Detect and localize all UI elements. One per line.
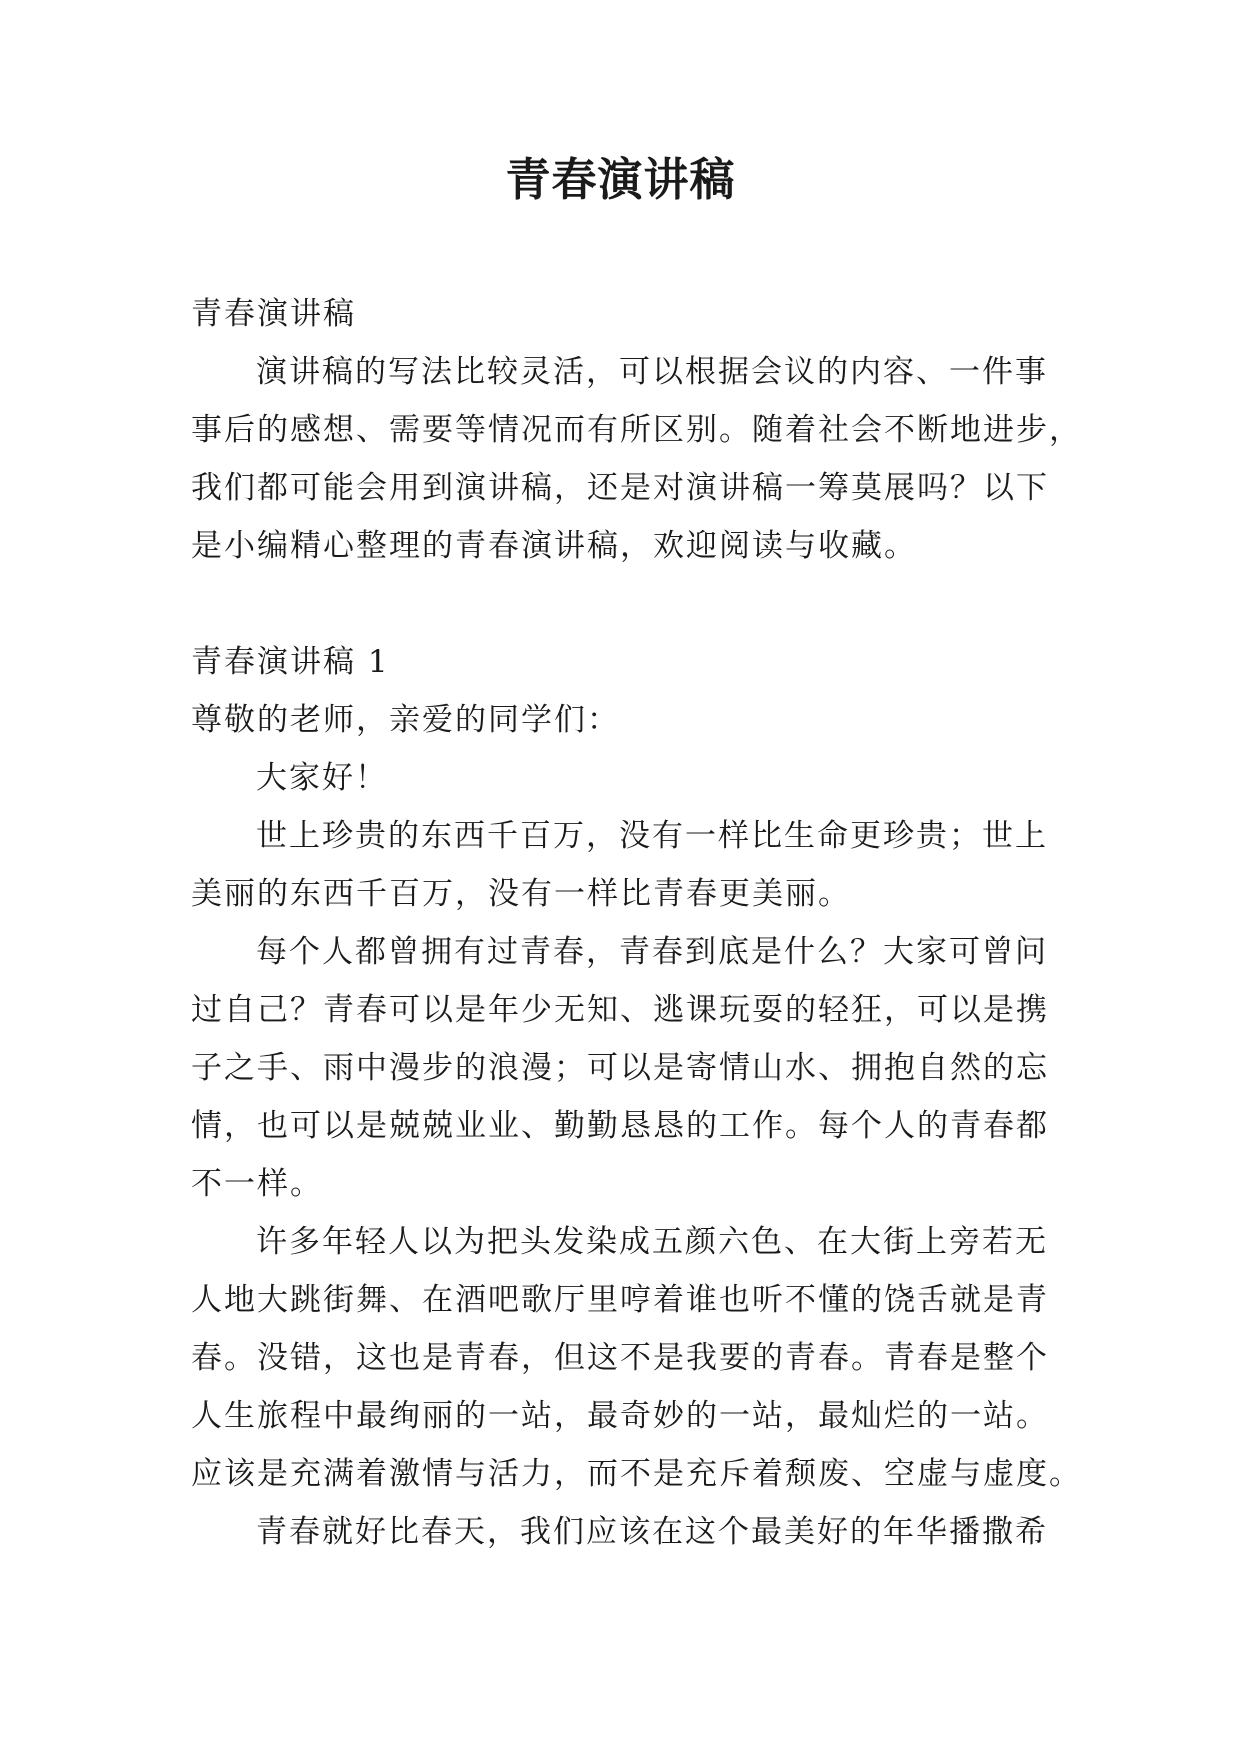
paragraph-line: 不一样。 (191, 1166, 323, 1202)
paragraph-line: 子之手、雨中漫步的浪漫；可以是寄情山水、拥抱自然的忘 (191, 1050, 1049, 1086)
greeting: 大家好！ (256, 760, 388, 796)
paragraph-line: 每个人都曾拥有过青春，青春到底是什么？大家可曾问 (256, 934, 1048, 970)
paragraph-line: 美丽的东西千百万，没有一样比青春更美丽。 (191, 876, 851, 912)
intro-line: 事后的感想、需要等情况而有所区别。随着社会不断地进步， (191, 412, 1082, 448)
paragraph-line: 世上珍贵的东西千百万，没有一样比生命更珍贵；世上 (256, 818, 1048, 854)
paragraph-line: 春。没错，这也是青春，但这不是我要的青春。青春是整个 (191, 1340, 1049, 1376)
intro-line: 演讲稿的写法比较灵活，可以根据会议的内容、一件事 (256, 354, 1048, 390)
paragraph-line: 人地大跳街舞、在酒吧歌厅里哼着谁也听不懂的饶舌就是青 (191, 1282, 1049, 1318)
paragraph-line: 应该是充满着激情与活力，而不是充斥着颓废、空虚与虚度。 (191, 1456, 1082, 1492)
document-body (191, 285, 1082, 1561)
intro-line: 是小编精心整理的青春演讲稿，欢迎阅读与收藏。 (191, 528, 917, 564)
paragraph-line: 情，也可以是兢兢业业、勤勤恳恳的工作。每个人的青春都 (191, 1108, 1049, 1144)
paragraph-1 (191, 807, 1053, 923)
paragraph-2 (191, 923, 1053, 1213)
paragraph-3 (191, 1213, 1082, 1503)
paragraph-gap (191, 575, 1053, 633)
salutation: 尊敬的老师，亲爱的同学们： (191, 702, 620, 738)
intro-paragraph (191, 343, 1082, 575)
paragraph-line: 青春就好比春天，我们应该在这个最美好的年华播撒希 (256, 1514, 1048, 1550)
section-heading: 青春演讲稿 1 (191, 644, 390, 680)
intro-line: 我们都可能会用到演讲稿，还是对演讲稿一筹莫展吗？以下 (191, 470, 1049, 506)
paragraph-4 (191, 1503, 1053, 1561)
paragraph-line: 人生旅程中最绚丽的一站，最奇妙的一站，最灿烂的一站。 (191, 1398, 1049, 1434)
document-title: 青春演讲稿 (505, 153, 736, 206)
paragraph-line: 许多年轻人以为把头发染成五颜六色、在大街上旁若无 (256, 1224, 1048, 1260)
paragraph-line: 过自己？青春可以是年少无知、逃课玩耍的轻狂，可以是携 (191, 992, 1049, 1028)
document-subtitle: 青春演讲稿 (191, 296, 356, 332)
